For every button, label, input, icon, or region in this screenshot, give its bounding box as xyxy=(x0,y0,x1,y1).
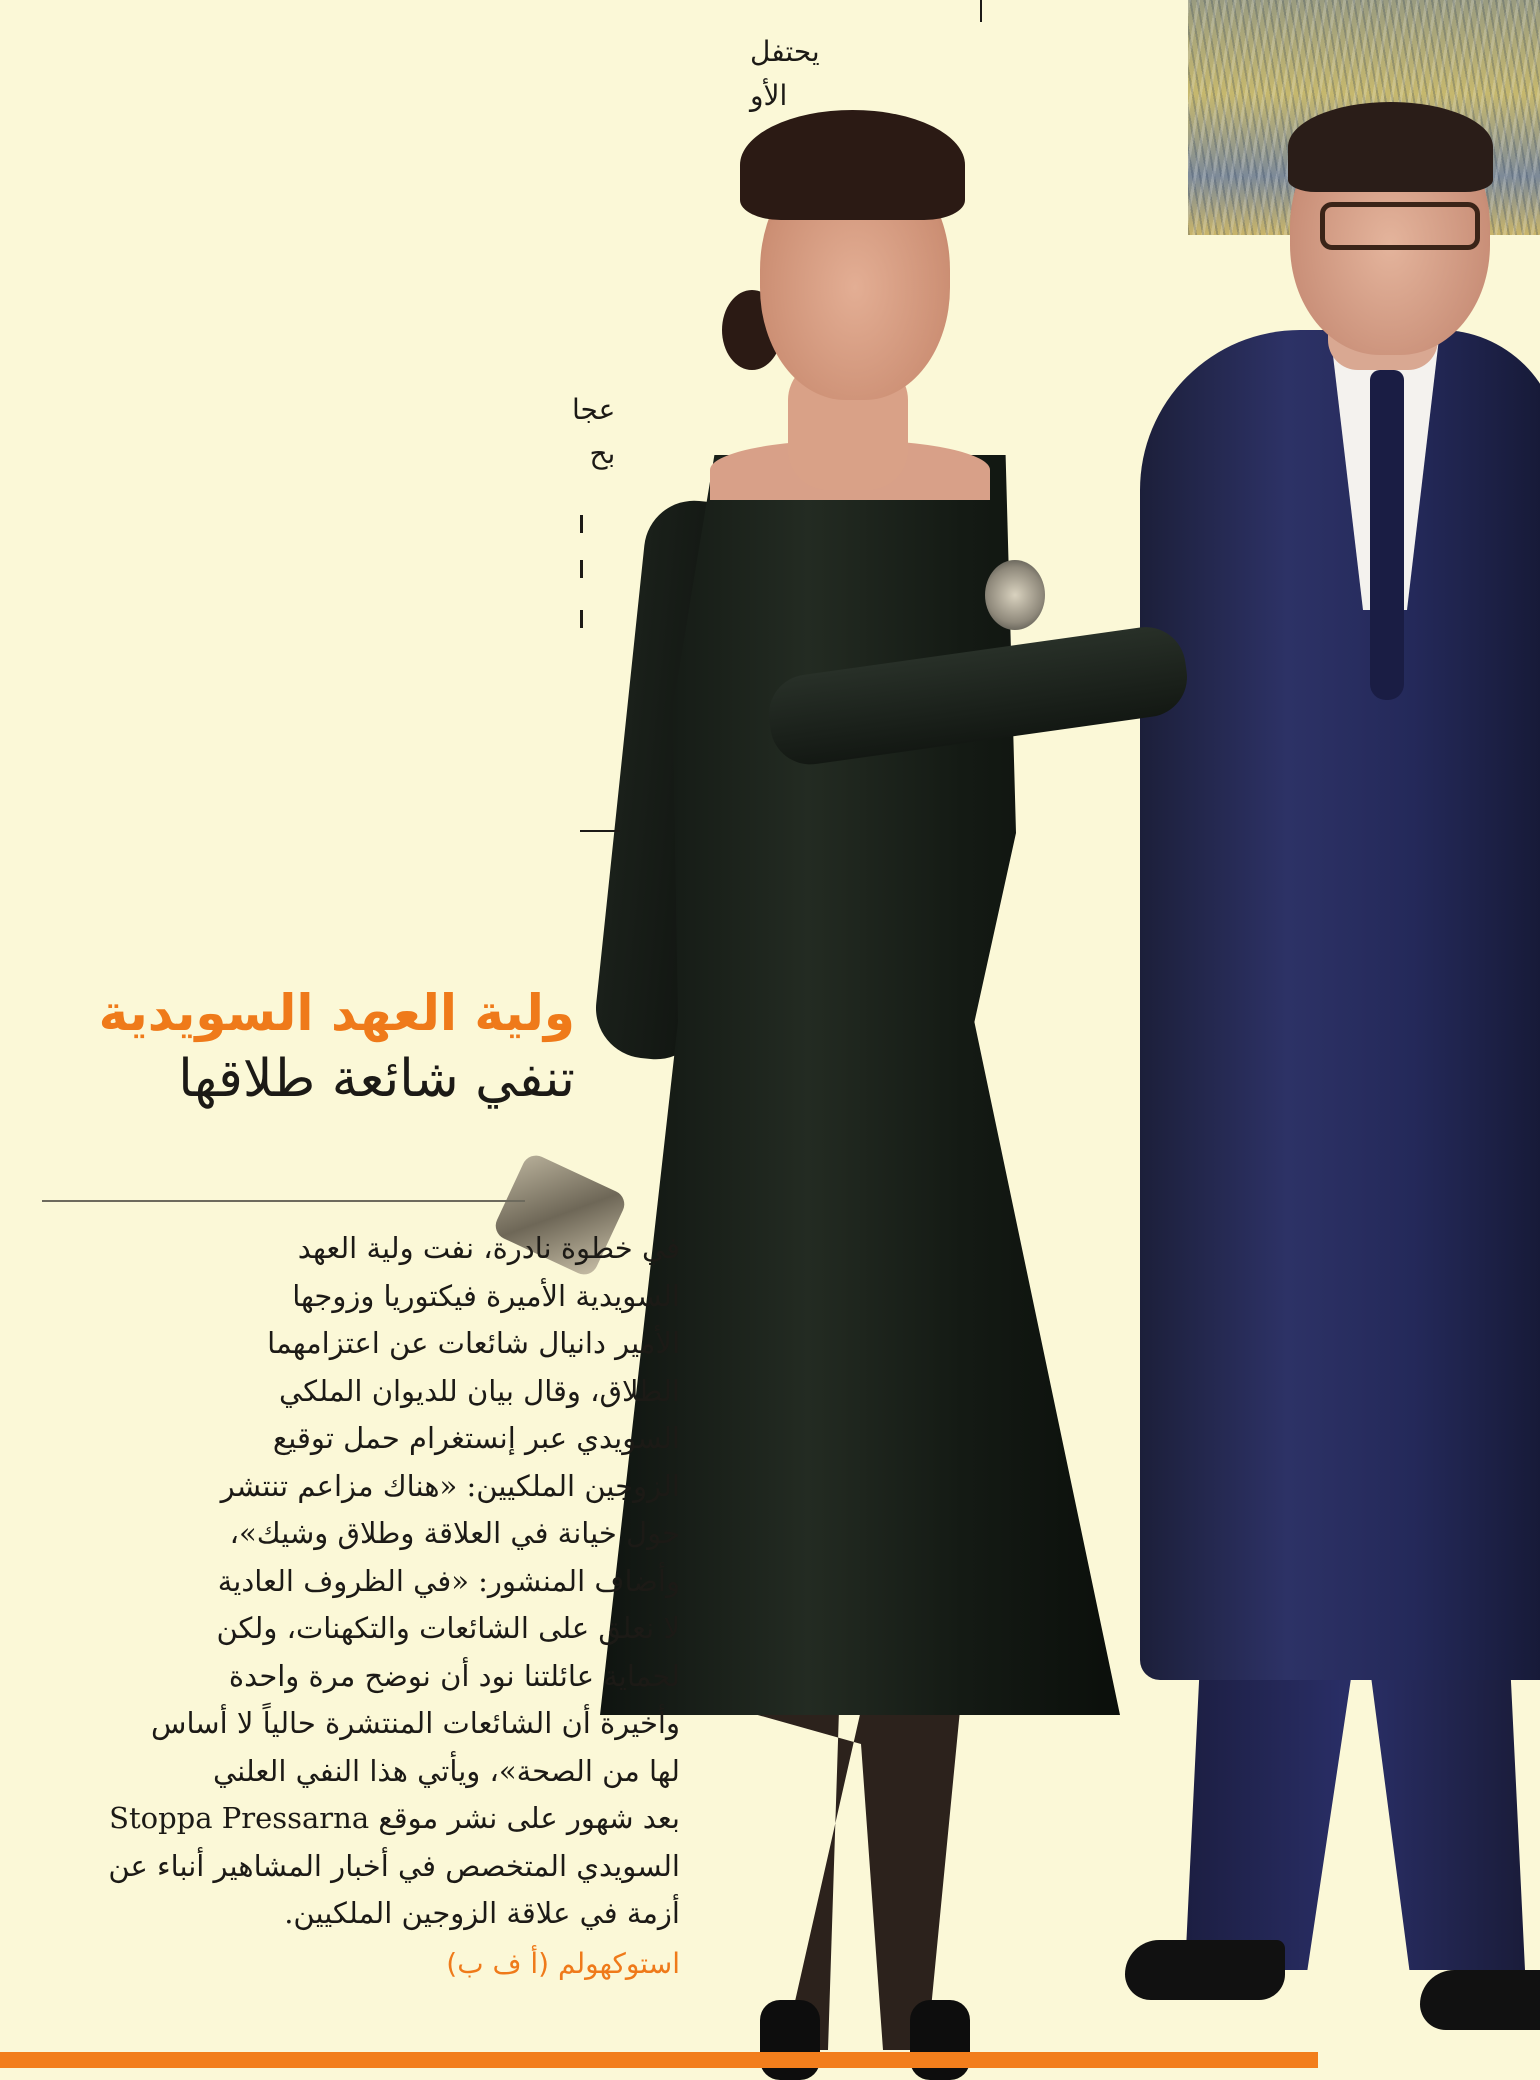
body-line: أزمة في علاقة الزوجين الملكيين. xyxy=(284,1896,680,1930)
body-line: وأضاف المنشور: «في الظروف العادية xyxy=(217,1563,680,1598)
man-shoe-left xyxy=(1125,1940,1285,2000)
body-line: لها من الصحة»، ويأتي هذا النفي العلني xyxy=(213,1753,680,1788)
bottom-accent-bar xyxy=(0,2052,1318,2068)
body-line: الزوجين الملكيين: «هناك مزاعم تنتشر xyxy=(220,1468,680,1503)
adjacent-article-fragment-mid xyxy=(572,388,615,476)
body-line: لحماية عائلتنا نود أن نوضح مرة واحدة xyxy=(228,1658,680,1693)
column-tick xyxy=(580,560,583,578)
fragment-line: الأو xyxy=(750,79,788,112)
headline-line-2: تنفي شائعة طلاقها xyxy=(178,1049,575,1109)
glasses-icon xyxy=(1320,202,1480,250)
article-body xyxy=(40,1225,680,1987)
news-agency-credit: استوكهولم (أ ف ب) xyxy=(446,1946,680,1980)
body-line: في خطوة نادرة، نفت ولية العهد xyxy=(297,1231,680,1265)
woman-legs xyxy=(740,1710,960,2050)
body-line: السويدي المتخصص في أخبار المشاهير أنباء عن xyxy=(108,1848,680,1883)
fragment-line: بح xyxy=(589,437,616,470)
headline-line-1: ولية العهد السويدية xyxy=(98,984,575,1042)
fragment-line: عجا xyxy=(572,393,616,426)
body-line: الطلاق، وقال بيان للديوان الملكي xyxy=(279,1373,680,1408)
column-tick xyxy=(580,515,583,533)
headline-divider xyxy=(42,1200,525,1202)
body-line: بعد شهور على نشر موقع Stoppa Pressarna xyxy=(109,1801,680,1835)
man-suit-jacket xyxy=(1140,330,1540,1680)
fragment-line: يحتفل xyxy=(750,35,820,68)
adjacent-article-fragment-top xyxy=(750,30,820,118)
article-headline xyxy=(15,980,575,1112)
body-line: السويدية الأميرة فيكتوريا وزوجها xyxy=(292,1278,680,1313)
column-rule-mid xyxy=(580,830,620,832)
man-tie xyxy=(1370,370,1404,700)
column-rule-top xyxy=(980,0,982,22)
man-hair xyxy=(1288,102,1493,192)
royal-couple-photo xyxy=(560,80,1540,2040)
body-line: السويدي عبر إنستغرام حمل توقيع xyxy=(272,1421,680,1455)
woman-shoe-right xyxy=(910,2000,970,2080)
column-tick xyxy=(580,610,583,628)
body-line: وأخيرة أن الشائعات المنتشرة حالياً لا أساس xyxy=(151,1706,680,1740)
body-line: لا نعلق على الشائعات والتكهنات، ولكن xyxy=(216,1611,680,1645)
brooch-icon xyxy=(985,560,1045,630)
body-line: الأمير دانيال شائعات عن اعتزامهما xyxy=(267,1326,680,1360)
woman-hair xyxy=(740,110,965,220)
man-shoe-right xyxy=(1420,1970,1540,2030)
woman-shoe-left xyxy=(760,2000,820,2080)
body-line: حول خيانة في العلاقة وطلاق وشيك»، xyxy=(229,1516,680,1550)
